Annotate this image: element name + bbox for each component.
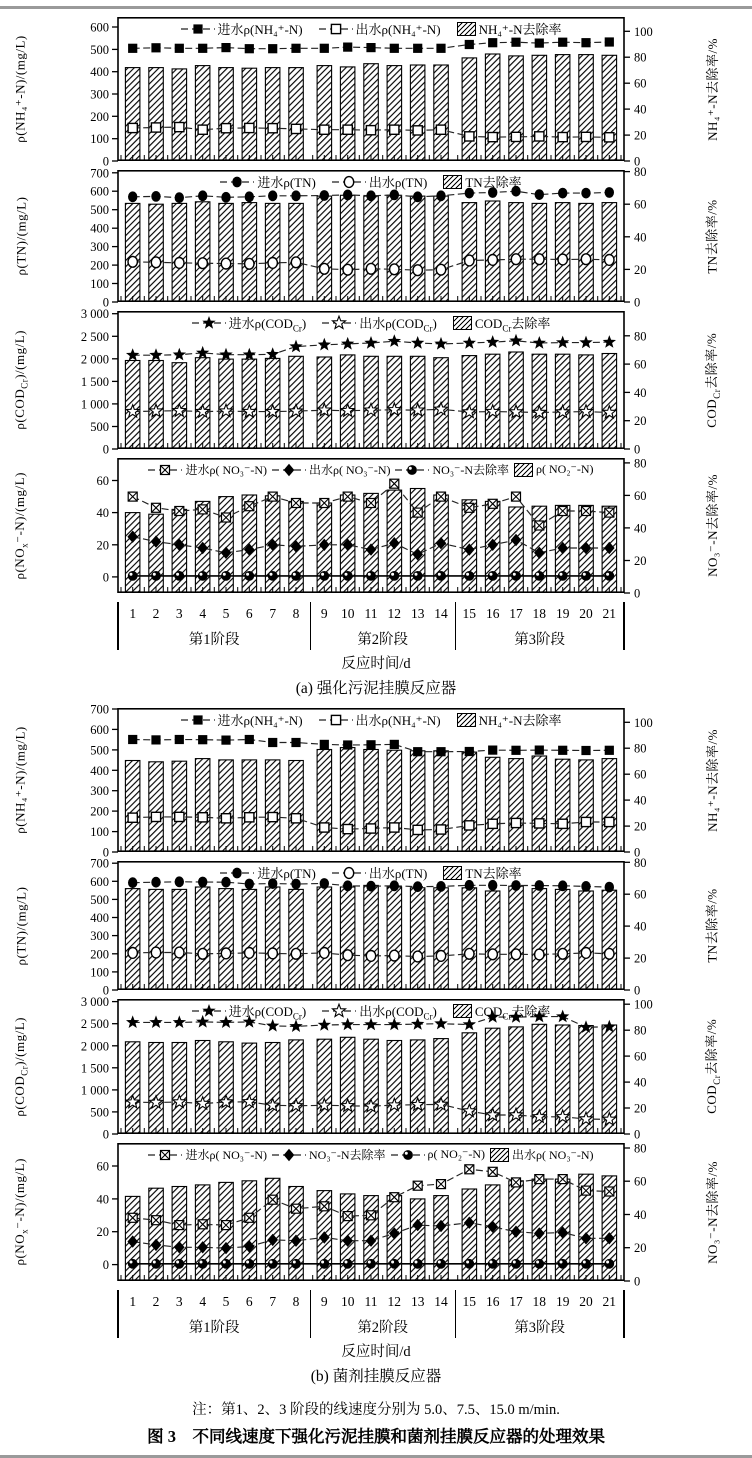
svg-text:40: 40 bbox=[96, 1192, 109, 1207]
section-caption-b: (b) 菌剂挂膜反应器 bbox=[310, 1368, 442, 1385]
svg-text:18: 18 bbox=[532, 606, 547, 621]
svg-text:300: 300 bbox=[90, 784, 109, 799]
legend-item bbox=[181, 19, 303, 38]
hatch-bar-swatch bbox=[514, 463, 533, 477]
figure-caption: 图 3 不同线速度下强化污泥挂膜和菌剂挂膜反应器的处理效果 bbox=[147, 1427, 605, 1446]
svg-text:0: 0 bbox=[102, 845, 109, 860]
svg-text:400: 400 bbox=[90, 221, 109, 236]
right-axis-title: $COD_{Cr}$去除率/% bbox=[703, 332, 722, 428]
svg-text:500: 500 bbox=[90, 420, 109, 434]
svg-text:12: 12 bbox=[387, 606, 402, 621]
section-caption-a: (a) 强化污泥挂膜反应器 bbox=[295, 680, 457, 697]
svg-text:500: 500 bbox=[90, 743, 109, 758]
svg-text:200: 200 bbox=[90, 804, 109, 819]
right-axis-title: TN去除率/% bbox=[704, 198, 720, 274]
svg-text:4: 4 bbox=[199, 1294, 207, 1309]
chart-panel-b1 bbox=[0, 702, 752, 860]
svg-text:300: 300 bbox=[90, 240, 109, 255]
chart-panel-a3 bbox=[0, 307, 752, 457]
svg-text:0: 0 bbox=[634, 295, 641, 310]
left-axis-title: ρ(NH₄⁺-N)/(mg/L) bbox=[13, 726, 28, 834]
legend-item bbox=[395, 461, 509, 478]
legend-label: 进水ρ(NH₄⁺-N) bbox=[217, 22, 303, 37]
svg-text:80: 80 bbox=[634, 165, 647, 180]
legend-marker-st_f bbox=[192, 316, 226, 330]
svg-text:5: 5 bbox=[222, 606, 230, 621]
plot-area-a4 bbox=[64, 456, 670, 601]
left-axis-title: ρ(NH₄⁺-N)/(mg/L) bbox=[13, 35, 28, 143]
svg-text:40: 40 bbox=[634, 1075, 647, 1090]
legend-label: ρ( NO₂⁻-N) bbox=[536, 462, 594, 476]
svg-text:13: 13 bbox=[410, 1294, 425, 1309]
svg-text:0: 0 bbox=[634, 845, 641, 860]
svg-text:500: 500 bbox=[90, 1105, 109, 1120]
svg-text:12: 12 bbox=[387, 1294, 402, 1309]
legend-label: NH₄⁺-N去除率 bbox=[478, 713, 562, 728]
svg-text:8: 8 bbox=[292, 1294, 300, 1309]
svg-text:100: 100 bbox=[634, 715, 653, 730]
legend-marker-ci_o bbox=[332, 866, 366, 880]
svg-text:0: 0 bbox=[634, 154, 641, 169]
legend-label: 进水$\rho(COD_{Cr})$ bbox=[228, 1004, 307, 1022]
chart-panel-a2 bbox=[0, 165, 752, 310]
svg-text:20: 20 bbox=[634, 128, 647, 143]
right-axis-title: NH₄⁺-N去除率/% bbox=[704, 728, 720, 832]
legend-label: 出水ρ(TN) bbox=[368, 866, 428, 881]
svg-text:2 000: 2 000 bbox=[80, 1039, 109, 1054]
legend-marker-st_f bbox=[192, 1004, 226, 1018]
svg-text:5: 5 bbox=[222, 1294, 230, 1309]
svg-text:40: 40 bbox=[634, 521, 647, 536]
legend-label: 出水ρ(NH₄⁺-N) bbox=[355, 713, 441, 728]
legend-marker-ball bbox=[391, 1148, 425, 1162]
svg-text:700: 700 bbox=[90, 856, 109, 871]
svg-text:400: 400 bbox=[90, 763, 109, 778]
legend-label: 进水ρ( NO₃⁻-N) bbox=[185, 1148, 267, 1162]
svg-text:11: 11 bbox=[364, 606, 378, 621]
legend-item bbox=[319, 710, 441, 729]
svg-text:600: 600 bbox=[90, 184, 109, 199]
svg-text:40: 40 bbox=[634, 102, 647, 117]
legend-marker-sq_f bbox=[181, 22, 215, 36]
svg-text:1: 1 bbox=[129, 1294, 137, 1309]
figure-note: 注：第1、2、3 阶段的线速度分别为 5.0、7.5、15.0 m/min. bbox=[192, 1402, 560, 1418]
svg-text:500: 500 bbox=[90, 892, 109, 907]
svg-text:40: 40 bbox=[96, 506, 109, 521]
svg-text:2 500: 2 500 bbox=[80, 1017, 109, 1032]
svg-text:0: 0 bbox=[102, 295, 109, 310]
top-rule bbox=[0, 6, 752, 9]
legend-item bbox=[220, 172, 315, 191]
svg-text:300: 300 bbox=[90, 87, 109, 102]
legend-marker-ci_f bbox=[220, 866, 254, 880]
legend-item bbox=[453, 1001, 550, 1022]
svg-text:10: 10 bbox=[340, 1294, 355, 1309]
chart-panel-b2 bbox=[0, 855, 752, 998]
svg-text:60: 60 bbox=[634, 1174, 647, 1189]
svg-text:100: 100 bbox=[90, 965, 109, 980]
svg-text:0: 0 bbox=[102, 1258, 109, 1273]
svg-text:0: 0 bbox=[102, 1127, 109, 1142]
svg-text:18: 18 bbox=[532, 1294, 547, 1309]
svg-text:3 000: 3 000 bbox=[80, 307, 109, 322]
legend-label: 出水ρ(NH₄⁺-N) bbox=[355, 22, 441, 37]
svg-text:9: 9 bbox=[320, 1294, 328, 1309]
svg-text:100: 100 bbox=[90, 825, 109, 840]
svg-text:1 000: 1 000 bbox=[80, 1083, 109, 1098]
day-labels bbox=[118, 602, 624, 624]
svg-text:600: 600 bbox=[90, 20, 109, 35]
svg-text:2 000: 2 000 bbox=[80, 352, 109, 367]
legend-item bbox=[220, 863, 315, 882]
x-axis-block bbox=[0, 602, 752, 652]
right-axis-title: NO₃⁻-N去除率/% bbox=[704, 1160, 720, 1264]
legend-item bbox=[443, 172, 521, 191]
svg-text:300: 300 bbox=[90, 929, 109, 944]
stage-label: 第3阶段 bbox=[514, 1320, 565, 1336]
svg-text:1: 1 bbox=[129, 606, 137, 621]
svg-text:700: 700 bbox=[90, 702, 109, 717]
svg-text:9: 9 bbox=[320, 606, 328, 621]
left-axis-title: $\rho(NO_x^--N)/(mg/L)$ bbox=[12, 471, 30, 580]
legend-marker-boxx bbox=[148, 1148, 182, 1162]
svg-text:0: 0 bbox=[634, 586, 641, 601]
svg-text:0: 0 bbox=[102, 570, 109, 585]
svg-text:3 000: 3 000 bbox=[80, 995, 109, 1010]
svg-text:17: 17 bbox=[509, 606, 523, 621]
legend-item bbox=[322, 313, 437, 334]
svg-text:17: 17 bbox=[509, 1294, 523, 1309]
stage-label: 第2阶段 bbox=[357, 632, 409, 648]
chart-panel-b3 bbox=[0, 995, 752, 1142]
right-axis-title: $COD_{Cr}$去除率/% bbox=[703, 1019, 722, 1114]
svg-text:20: 20 bbox=[634, 1241, 647, 1256]
stage-label: 第2阶段 bbox=[357, 1320, 409, 1336]
legend-item bbox=[148, 1146, 267, 1163]
legend-label: $COD_{Cr}$去除率 bbox=[474, 1004, 551, 1022]
legend-a3 bbox=[118, 313, 624, 334]
svg-text:500: 500 bbox=[90, 203, 109, 218]
svg-text:16: 16 bbox=[485, 1294, 500, 1309]
legend-marker-sq_o bbox=[319, 22, 353, 36]
legend-marker-ci_o bbox=[332, 175, 366, 189]
svg-text:80: 80 bbox=[634, 741, 647, 756]
left-axis-title: ρ(TN)/(mg/L) bbox=[13, 886, 29, 965]
svg-text:1 500: 1 500 bbox=[80, 374, 109, 389]
svg-text:60: 60 bbox=[96, 474, 109, 488]
legend-marker-ci_f bbox=[220, 175, 254, 189]
legend-item bbox=[319, 19, 441, 38]
svg-text:2 500: 2 500 bbox=[80, 329, 109, 344]
svg-text:6: 6 bbox=[245, 606, 253, 621]
svg-text:500: 500 bbox=[90, 42, 109, 57]
svg-text:200: 200 bbox=[90, 258, 109, 273]
svg-text:0: 0 bbox=[634, 983, 641, 998]
legend-label: NH₄⁺-N去除率 bbox=[478, 22, 562, 37]
charts-container bbox=[0, 17, 752, 1396]
legend-item bbox=[322, 1001, 437, 1022]
svg-text:200: 200 bbox=[90, 947, 109, 962]
hatch-bar-swatch bbox=[443, 175, 462, 189]
svg-text:1 500: 1 500 bbox=[80, 1061, 109, 1076]
plot-area-a1 bbox=[64, 17, 670, 169]
hatch-bar-swatch bbox=[443, 866, 462, 880]
legend-marker-sq_o bbox=[319, 713, 353, 727]
svg-text:40: 40 bbox=[634, 1208, 647, 1222]
stage-label: 第1阶段 bbox=[188, 1320, 240, 1336]
svg-text:40: 40 bbox=[634, 793, 647, 808]
svg-text:80: 80 bbox=[634, 1023, 647, 1038]
chart-section-a bbox=[0, 17, 752, 708]
svg-text:100: 100 bbox=[634, 997, 653, 1012]
legend-a4 bbox=[118, 461, 624, 478]
hatch-bar-swatch bbox=[457, 22, 476, 36]
svg-text:200: 200 bbox=[90, 109, 109, 124]
svg-text:0: 0 bbox=[102, 154, 109, 169]
svg-text:40: 40 bbox=[634, 385, 647, 400]
legend-label: 出水$\rho(COD_{Cr})$ bbox=[359, 1004, 437, 1022]
svg-text:20: 20 bbox=[579, 606, 593, 621]
svg-text:60: 60 bbox=[634, 197, 647, 212]
legend-item bbox=[192, 1001, 307, 1022]
legend-label: 出水ρ( NO₃⁻-N) bbox=[512, 1148, 594, 1162]
legend-label: TN去除率 bbox=[465, 175, 522, 190]
svg-text:0: 0 bbox=[634, 1127, 641, 1142]
svg-text:13: 13 bbox=[410, 606, 425, 621]
legend-item bbox=[148, 461, 267, 478]
svg-text:60: 60 bbox=[634, 357, 647, 372]
svg-text:15: 15 bbox=[462, 1294, 477, 1309]
svg-text:2: 2 bbox=[152, 1294, 160, 1309]
left-axis-title: $\rho(COD_{Cr})/(mg/L)$ bbox=[12, 330, 30, 430]
svg-text:400: 400 bbox=[90, 911, 109, 925]
hatch-bar-swatch bbox=[453, 316, 472, 330]
legend-label: 进水ρ(TN) bbox=[257, 866, 316, 881]
svg-text:60: 60 bbox=[96, 1159, 109, 1174]
svg-text:20: 20 bbox=[634, 951, 647, 966]
legend-item bbox=[192, 313, 307, 334]
legend-b2 bbox=[118, 863, 624, 882]
legend-item bbox=[490, 1146, 594, 1163]
legend-a1 bbox=[118, 19, 624, 38]
svg-text:21: 21 bbox=[602, 1294, 617, 1309]
x-axis-title: 反应时间/d bbox=[341, 1344, 411, 1360]
stage-label: 第1阶段 bbox=[188, 632, 240, 648]
svg-text:19: 19 bbox=[555, 606, 570, 621]
x-axis-block bbox=[0, 1290, 752, 1340]
svg-text:80: 80 bbox=[634, 50, 647, 65]
svg-text:20: 20 bbox=[96, 538, 109, 553]
legend-marker-sq_f bbox=[181, 713, 215, 727]
legend-marker-boxx bbox=[148, 463, 182, 477]
legend-item bbox=[457, 710, 562, 729]
svg-text:80: 80 bbox=[634, 329, 647, 344]
svg-text:6: 6 bbox=[245, 1294, 253, 1309]
svg-text:20: 20 bbox=[96, 1225, 109, 1240]
svg-text:7: 7 bbox=[269, 1294, 277, 1309]
plot-area-b4 bbox=[64, 1141, 670, 1289]
svg-text:60: 60 bbox=[634, 488, 647, 503]
left-axis-title: ρ(TN)/(mg/L) bbox=[13, 196, 29, 276]
legend-label: NO₃⁻-N去除率 bbox=[308, 1148, 386, 1162]
svg-text:40: 40 bbox=[634, 919, 647, 934]
legend-marker-ball bbox=[395, 463, 429, 477]
chart-panel-b4 bbox=[0, 1141, 752, 1289]
svg-text:60: 60 bbox=[634, 887, 647, 902]
svg-text:400: 400 bbox=[90, 65, 109, 80]
svg-text:20: 20 bbox=[579, 1294, 593, 1309]
hatch-bar-swatch bbox=[457, 713, 476, 727]
legend-label: ρ( NO₂⁻-N) bbox=[427, 1147, 485, 1161]
chart-panel-a1 bbox=[0, 17, 752, 169]
svg-text:14: 14 bbox=[434, 606, 448, 621]
legend-label: 进水ρ( NO₃⁻-N) bbox=[185, 463, 267, 477]
svg-text:600: 600 bbox=[90, 874, 109, 889]
legend-label: 进水ρ(NH₄⁺-N) bbox=[217, 713, 303, 728]
svg-text:700: 700 bbox=[90, 166, 109, 181]
svg-text:60: 60 bbox=[634, 767, 647, 782]
svg-text:14: 14 bbox=[434, 1294, 448, 1309]
svg-text:20: 20 bbox=[634, 262, 647, 277]
legend-label: 出水ρ(TN) bbox=[368, 175, 428, 190]
svg-text:0: 0 bbox=[634, 442, 641, 457]
legend-marker-di_f bbox=[272, 463, 306, 477]
svg-text:15: 15 bbox=[462, 606, 477, 621]
legend-item bbox=[332, 863, 427, 882]
svg-text:40: 40 bbox=[634, 230, 647, 245]
legend-item bbox=[514, 462, 594, 477]
legend-label: 出水ρ( NO₃⁻-N) bbox=[308, 463, 391, 477]
svg-text:8: 8 bbox=[292, 606, 300, 621]
legend-item bbox=[272, 461, 391, 478]
svg-text:3: 3 bbox=[175, 606, 183, 621]
chart-panel-a4 bbox=[0, 456, 752, 601]
right-axis-title: NH₄⁺-N去除率/% bbox=[704, 37, 720, 141]
svg-text:0: 0 bbox=[634, 1274, 641, 1289]
svg-text:100: 100 bbox=[90, 132, 109, 147]
svg-text:0: 0 bbox=[102, 442, 109, 457]
svg-text:2: 2 bbox=[152, 606, 160, 621]
svg-text:7: 7 bbox=[269, 606, 277, 621]
legend-marker-st_o bbox=[322, 1004, 356, 1018]
legend-label: 进水$\rho(COD_{Cr})$ bbox=[228, 316, 307, 334]
right-axis-title: NO₃⁻-N去除率/% bbox=[704, 474, 720, 577]
legend-b3 bbox=[118, 1001, 624, 1022]
legend-label: $COD_{Cr}$去除率 bbox=[474, 316, 551, 334]
svg-text:20: 20 bbox=[634, 1101, 647, 1116]
left-axis-title: $\rho(NO_x^--N)/(mg/L)$ bbox=[12, 1158, 30, 1266]
svg-text:21: 21 bbox=[602, 606, 617, 621]
svg-text:20: 20 bbox=[634, 554, 647, 568]
legend-label: NO₃⁻-N去除率 bbox=[432, 463, 509, 477]
day-labels bbox=[118, 1290, 624, 1312]
legend-item bbox=[181, 710, 303, 729]
svg-text:80: 80 bbox=[634, 855, 647, 870]
hatch-bar-swatch bbox=[490, 1148, 509, 1162]
svg-text:100: 100 bbox=[90, 277, 109, 291]
stage-label: 第3阶段 bbox=[514, 632, 565, 648]
svg-text:0: 0 bbox=[102, 983, 109, 998]
svg-text:1 000: 1 000 bbox=[80, 397, 109, 412]
legend-label: 出水$\rho(COD_{Cr})$ bbox=[359, 316, 437, 334]
legend-b1 bbox=[118, 710, 624, 729]
svg-text:20: 20 bbox=[634, 819, 647, 834]
svg-text:10: 10 bbox=[340, 606, 355, 621]
svg-text:19: 19 bbox=[555, 1294, 570, 1309]
svg-text:11: 11 bbox=[364, 1294, 378, 1309]
legend-item bbox=[332, 172, 427, 191]
svg-text:80: 80 bbox=[634, 456, 647, 471]
svg-text:16: 16 bbox=[485, 606, 500, 621]
legend-marker-di_f bbox=[272, 1148, 306, 1162]
svg-text:80: 80 bbox=[634, 1141, 647, 1156]
svg-text:3: 3 bbox=[175, 1294, 183, 1309]
legend-label: 进水ρ(TN) bbox=[257, 175, 316, 190]
svg-text:100: 100 bbox=[634, 24, 653, 39]
legend-item bbox=[457, 19, 562, 38]
legend-item bbox=[453, 313, 550, 334]
svg-text:60: 60 bbox=[634, 1049, 647, 1064]
legend-a2 bbox=[118, 172, 624, 191]
chart-section-b bbox=[0, 702, 752, 1396]
right-axis-title: TN去除率/% bbox=[704, 888, 720, 963]
legend-item bbox=[391, 1147, 486, 1162]
legend-item bbox=[272, 1146, 386, 1163]
svg-text:20: 20 bbox=[634, 414, 647, 429]
legend-marker-st_o bbox=[322, 316, 356, 330]
legend-item bbox=[443, 863, 521, 882]
x-axis-title: 反应时间/d bbox=[341, 656, 411, 672]
svg-text:4: 4 bbox=[199, 606, 207, 621]
plot-area-b1 bbox=[64, 702, 670, 860]
hatch-bar-swatch bbox=[453, 1004, 472, 1018]
svg-text:60: 60 bbox=[634, 76, 647, 91]
left-axis-title: $\rho(COD_{Cr})/(mg/L)$ bbox=[12, 1016, 30, 1117]
svg-text:600: 600 bbox=[90, 722, 109, 737]
legend-b4 bbox=[118, 1146, 624, 1163]
legend-label: TN去除率 bbox=[465, 866, 522, 881]
